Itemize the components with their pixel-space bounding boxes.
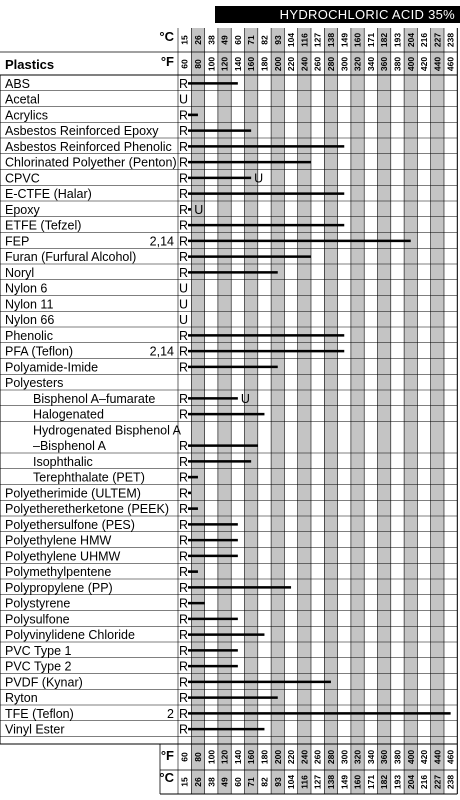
tick-label-f-top: 360 (379, 56, 390, 72)
tick-label-f-top: 460 (445, 56, 456, 72)
rating-mark: R (179, 565, 189, 579)
rating-mark: R (179, 580, 189, 595)
material-name: Chlorinated Polyether (Penton) (5, 155, 177, 170)
tick-label-f-bottom: 300 (339, 749, 350, 765)
tick-label-f-bottom: 380 (392, 749, 403, 765)
end-mark: U (194, 202, 204, 217)
tick-label-f-top: 160 (246, 56, 257, 72)
rating-mark: R (179, 643, 189, 658)
shaded-column (271, 28, 284, 794)
material-name: Noryl (5, 265, 35, 280)
tick-label-f-bottom: 200 (272, 749, 283, 765)
tick-label-c-top: 193 (392, 32, 403, 48)
material-note: 2,14 (149, 344, 174, 359)
tick-label-f-top: 80 (192, 59, 203, 69)
tick-label-f-bottom: 260 (312, 749, 323, 765)
unit-celsius-top: °C (159, 29, 174, 44)
tick-label-c-bottom: 171 (365, 774, 376, 790)
rating-mark: R (179, 675, 189, 690)
rating-mark: R (179, 328, 189, 343)
rating-mark: R (179, 706, 189, 721)
tick-label-f-top: 60 (179, 59, 190, 69)
shaded-column (324, 28, 337, 794)
material-name: ABS (5, 76, 31, 91)
material-name: TFE (Teflon) (5, 706, 74, 721)
tick-label-f-bottom: 60 (179, 752, 190, 762)
tick-label-f-top: 420 (419, 56, 430, 72)
tick-label-c-bottom: 82 (259, 777, 270, 787)
tick-label-c-bottom: 227 (432, 774, 443, 790)
tick-label-c-bottom: 15 (179, 777, 190, 787)
rating-mark: R (179, 108, 189, 123)
tick-label-c-bottom: 138 (325, 774, 336, 790)
material-name: Polyethylene UHMW (5, 549, 121, 564)
shaded-column (191, 28, 204, 794)
material-name: Polystyrene (5, 596, 71, 611)
tick-label-c-top: 82 (259, 35, 270, 45)
material-name: Acetal (5, 92, 40, 107)
tick-label-f-bottom: 440 (432, 749, 443, 765)
tick-label-f-top: 340 (365, 56, 376, 72)
tick-label-f-bottom: 120 (219, 749, 230, 765)
material-name: Nylon 6 (5, 281, 48, 296)
rating-mark: R (179, 659, 189, 674)
material-name: PVC Type 2 (5, 659, 72, 674)
rating-mark: R (179, 486, 189, 501)
tick-label-c-top: 182 (379, 32, 390, 48)
material-name: Polyetherimide (ULTEM) (5, 486, 141, 501)
shaded-column (245, 28, 258, 794)
tick-label-f-top: 440 (432, 56, 443, 72)
tick-label-f-top: 380 (392, 56, 403, 72)
tick-label-c-top: 127 (312, 32, 323, 48)
material-name: Nylon 11 (5, 297, 54, 312)
tick-label-c-bottom: 71 (246, 777, 257, 787)
tick-label-f-bottom: 140 (232, 749, 243, 765)
rating-mark: R (179, 187, 189, 201)
tick-label-c-top: 60 (232, 35, 243, 45)
rating-mark: R (179, 691, 189, 705)
tick-label-f-bottom: 240 (299, 749, 310, 765)
tick-label-f-bottom: 220 (286, 749, 297, 765)
tick-label-f-bottom: 280 (325, 749, 336, 765)
tick-label-f-bottom: 460 (445, 749, 456, 765)
rating-mark: R (179, 155, 189, 170)
material-name: Polyethersulfone (PES) (5, 517, 135, 532)
material-name: Polyamide-Imide (5, 360, 99, 375)
material-name: Phenolic (5, 328, 53, 343)
tick-label-c-bottom: 38 (206, 777, 217, 787)
shaded-column (378, 28, 391, 794)
rating-mark: R (179, 517, 189, 532)
material-name-cont: –Bisphenol A (33, 439, 106, 453)
tick-label-c-bottom: 104 (286, 774, 297, 790)
shaded-column (404, 28, 417, 794)
material-name: Asbestos Reinforced Epoxy (5, 124, 159, 138)
tick-label-f-bottom: 400 (405, 749, 416, 765)
tick-label-c-top: 38 (206, 35, 217, 45)
material-name: Bisphenol A–fumarate (33, 391, 156, 406)
tick-label-c-top: 171 (365, 32, 376, 48)
material-name: Halogenated (33, 407, 104, 422)
material-name: Polyvinylidene Chloride (5, 628, 135, 642)
tick-label-f-bottom: 80 (192, 752, 203, 762)
rating-mark: U (179, 313, 189, 327)
tick-label-c-top: 104 (286, 32, 297, 48)
tick-label-f-top: 120 (219, 56, 230, 72)
material-name: Ryton (5, 691, 38, 705)
tick-label-c-top: 138 (325, 32, 336, 48)
material-name: Nylon 66 (5, 313, 55, 327)
rating-mark: U (179, 281, 189, 296)
tick-label-c-bottom: 116 (299, 775, 310, 789)
tick-label-c-bottom: 26 (192, 777, 203, 787)
tick-label-c-bottom: 49 (219, 777, 230, 787)
material-name: Polyesters (5, 376, 64, 390)
material-name: PVC Type 1 (5, 643, 72, 658)
material-name: Isophthalic (33, 454, 93, 469)
tick-label-c-top: 71 (246, 35, 257, 45)
material-note: 2,14 (149, 234, 174, 249)
end-mark: U (254, 171, 264, 186)
shaded-column (431, 28, 444, 794)
rating-mark: R (179, 596, 189, 611)
tick-label-c-top: 149 (339, 32, 350, 48)
material-name: Polypropylene (PP) (5, 580, 113, 595)
tick-label-f-bottom: 160 (246, 749, 257, 765)
rating-mark: R (179, 407, 189, 422)
tick-label-c-bottom: 204 (405, 774, 416, 790)
tick-label-c-top: 204 (405, 32, 416, 48)
tick-label-c-top: 49 (219, 35, 230, 45)
material-name: Hydrogenated Bisphenol A (33, 423, 182, 438)
tick-label-f-top: 140 (232, 56, 243, 72)
material-name: Vinyl Ester (5, 722, 65, 737)
rating-mark: R (179, 139, 189, 154)
tick-label-f-top: 200 (272, 56, 283, 72)
rating-mark: R (179, 628, 189, 642)
tick-label-c-bottom: 238 (445, 774, 456, 790)
material-name: PVDF (Kynar) (5, 675, 83, 690)
rating-mark: R (179, 124, 189, 138)
end-mark: U (240, 391, 250, 406)
tick-label-f-top: 300 (339, 56, 350, 72)
tick-label-f-top: 240 (299, 56, 310, 72)
material-name: Epoxy (5, 202, 40, 217)
material-name: Furan (Furfural Alcohol) (5, 250, 137, 264)
tick-label-c-bottom: 216 (419, 774, 430, 790)
material-name: Polysulfone (5, 612, 70, 627)
tick-label-c-top: 93 (272, 35, 283, 45)
tick-label-f-bottom: 420 (419, 749, 430, 765)
tick-label-c-top: 238 (445, 32, 456, 48)
rating-mark: R (179, 722, 189, 737)
rating-mark: R (179, 234, 189, 249)
rating-mark: R (179, 502, 189, 516)
material-name: PFA (Teflon) (5, 344, 74, 359)
rating-mark: R (179, 612, 189, 627)
tick-label-c-bottom: 127 (312, 774, 323, 790)
material-name: Polymethylpentene (5, 565, 112, 579)
material-name: CPVC (5, 171, 40, 186)
rating-mark: R (179, 454, 189, 469)
tick-label-f-top: 260 (312, 56, 323, 72)
shaded-column (351, 28, 364, 794)
tick-label-f-top: 220 (286, 56, 297, 72)
material-name: Polyetheretherketone (PEEK) (5, 502, 169, 516)
section-header-plastics: Plastics (5, 57, 55, 72)
material-note: 2 (167, 706, 174, 721)
tick-label-f-bottom: 340 (365, 749, 376, 765)
rating-mark: U (179, 297, 189, 312)
tick-label-f-bottom: 100 (206, 749, 217, 765)
tick-label-f-top: 100 (206, 56, 217, 72)
material-name: ETFE (Tefzel) (5, 218, 82, 233)
tick-label-c-bottom: 93 (272, 777, 283, 787)
rating-mark: U (179, 92, 189, 107)
tick-label-c-bottom: 160 (352, 774, 363, 790)
tick-label-f-bottom: 320 (352, 749, 363, 765)
tick-label-c-bottom: 60 (232, 777, 243, 787)
shaded-column (298, 28, 311, 794)
tick-label-c-bottom: 149 (339, 774, 350, 790)
rating-mark: R (179, 391, 189, 406)
material-name: Acrylics (5, 108, 49, 123)
tick-label-f-bottom: 180 (259, 749, 270, 765)
unit-fahrenheit-bottom: °F (160, 748, 174, 763)
tick-label-c-bottom: 193 (392, 774, 403, 790)
unit-fahrenheit-top: °F (160, 54, 174, 69)
tick-label-c-top: 216 (419, 32, 430, 48)
tick-label-c-top: 160 (352, 32, 363, 48)
rating-mark: R (179, 344, 189, 359)
shaded-column (218, 28, 231, 794)
material-name: FEP (5, 234, 30, 249)
material-name: E-CTFE (Halar) (5, 187, 92, 201)
rating-mark: R (179, 533, 189, 548)
rating-mark: R (179, 171, 189, 186)
rating-mark: R (179, 250, 189, 264)
rating-mark: R (179, 218, 189, 233)
tick-label-c-bottom: 182 (379, 774, 390, 790)
tick-label-f-bottom: 360 (379, 749, 390, 765)
rating-mark: R (179, 202, 189, 217)
rating-mark: R (179, 470, 189, 485)
chart-title: HYDROCHLORIC ACID 35% (279, 7, 455, 22)
tick-label-f-top: 280 (325, 56, 336, 72)
material-name: Polyethylene HMW (5, 533, 112, 548)
rating-mark: R (179, 360, 189, 375)
tick-label-f-top: 400 (405, 56, 416, 72)
unit-celsius-bottom: °C (159, 770, 174, 785)
rating-mark: R (179, 76, 189, 91)
material-name: Terephthalate (PET) (33, 470, 145, 485)
tick-label-c-top: 26 (192, 35, 203, 45)
tick-label-f-top: 320 (352, 56, 363, 72)
rating-mark: R (179, 549, 189, 564)
tick-label-f-top: 180 (259, 56, 270, 72)
tick-label-c-top: 15 (179, 35, 190, 45)
rating-mark: R (179, 439, 189, 453)
rating-mark: R (179, 265, 189, 280)
tick-label-c-top: 227 (432, 32, 443, 48)
material-name: Asbestos Reinforced Phenolic (5, 139, 172, 154)
tick-label-c-top: 116 (299, 33, 310, 47)
